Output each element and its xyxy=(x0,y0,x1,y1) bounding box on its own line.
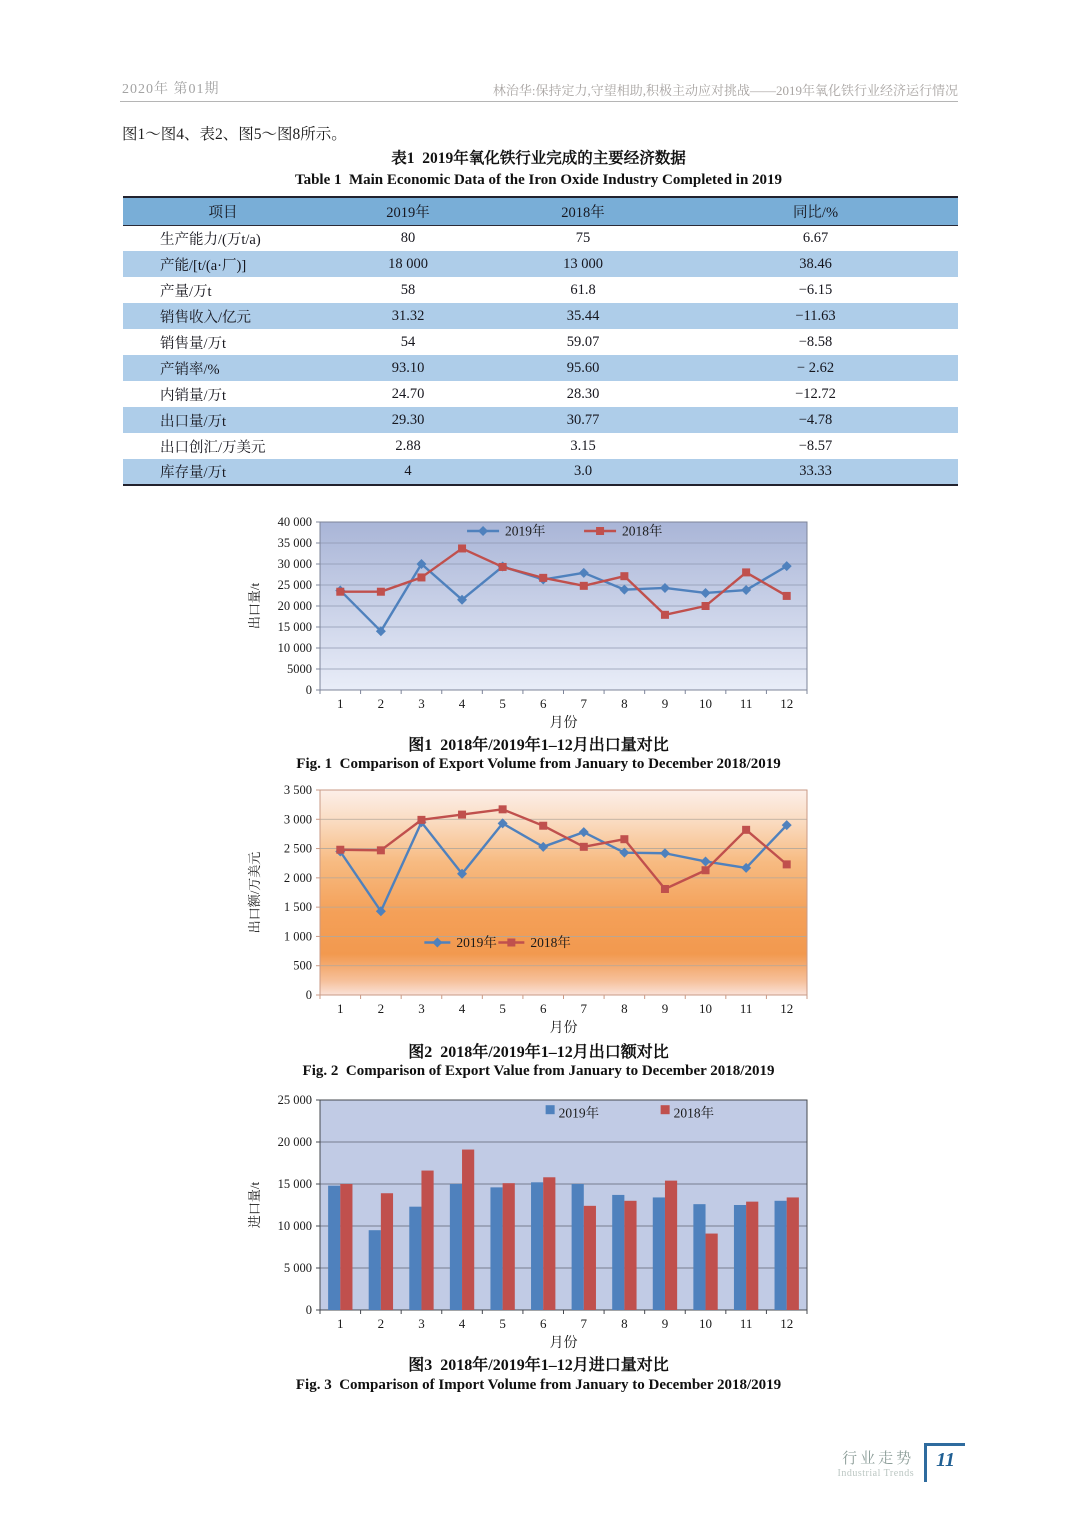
svg-text:0: 0 xyxy=(305,988,312,1002)
footer xyxy=(838,1443,965,1482)
svg-text:1 500: 1 500 xyxy=(283,900,312,915)
table-row xyxy=(123,355,958,381)
fig3-caption-en: Fig. 3 Comparison of Import Volume from January to December 2018/2019 xyxy=(295,1377,782,1393)
table-cell: 内销量/万t xyxy=(160,387,227,404)
svg-text:10: 10 xyxy=(699,696,713,711)
table-cell: 产销率/% xyxy=(123,355,323,381)
table-row xyxy=(123,407,958,433)
svg-text:6: 6 xyxy=(539,1316,547,1331)
svg-text:7: 7 xyxy=(580,696,588,711)
svg-text:3: 3 xyxy=(418,696,425,711)
table-cell: 3.15 xyxy=(570,437,596,454)
svg-text:3: 3 xyxy=(418,1001,425,1016)
table-cell: −8.57 xyxy=(798,437,833,454)
svg-text:0: 0 xyxy=(305,683,312,697)
table-cell: 产能/[t/(a·厂)] xyxy=(123,251,323,277)
header-rule xyxy=(120,101,958,102)
footer-section xyxy=(838,1447,915,1479)
table-row xyxy=(123,329,958,355)
y-axis-title: 出口量/t xyxy=(247,582,262,630)
table-cell: 58 xyxy=(400,281,416,298)
svg-text:25 000: 25 000 xyxy=(277,1093,312,1107)
table-cell: 6.67 xyxy=(802,229,829,246)
svg-text:6: 6 xyxy=(539,696,547,711)
svg-text:5: 5 xyxy=(499,1001,506,1016)
svg-text:10: 10 xyxy=(699,1001,713,1016)
y-axis-labels xyxy=(278,1093,312,1317)
svg-text:9: 9 xyxy=(661,1001,669,1016)
table-cell: 75 xyxy=(575,229,591,246)
svg-text:3 000: 3 000 xyxy=(283,812,312,827)
svg-text:500: 500 xyxy=(293,958,312,973)
svg-text:8: 8 xyxy=(621,1001,628,1016)
table-header-row xyxy=(123,197,958,225)
column-header: 项目 xyxy=(123,197,323,225)
column-header: 2019年 xyxy=(323,197,493,225)
svg-text:12: 12 xyxy=(780,696,794,711)
table-cell: 出口创汇/万美元 xyxy=(160,439,266,456)
table-row xyxy=(123,277,958,303)
header-running-title: 林治华:保持定力,守望相助,积极主动应对挑战——2019年氧化铁行业经济运行情况 xyxy=(492,83,958,98)
svg-text:40 000: 40 000 xyxy=(277,515,312,529)
y-axis-title: 进口量/t xyxy=(247,1181,262,1229)
svg-text:0: 0 xyxy=(305,1303,312,1317)
table-row xyxy=(123,225,958,251)
table-row xyxy=(123,459,958,485)
table-cell: 93.10 xyxy=(323,355,493,381)
svg-text:7: 7 xyxy=(580,1316,588,1331)
svg-text:1 000: 1 000 xyxy=(283,929,312,944)
table-cell: 出口量/万t xyxy=(123,407,323,433)
table-cell: 29.30 xyxy=(323,407,493,433)
svg-text:2 500: 2 500 xyxy=(283,841,312,856)
svg-text:25 000: 25 000 xyxy=(277,578,312,592)
svg-text:8: 8 xyxy=(621,696,628,711)
table-cell: −8.58 xyxy=(798,333,833,350)
header-issue: 2020年 第01期 xyxy=(122,82,220,97)
svg-text:1: 1 xyxy=(337,696,344,711)
svg-text:5: 5 xyxy=(499,1316,506,1331)
svg-text:2019年: 2019年 xyxy=(505,523,546,539)
table-cell: 销售量/万t xyxy=(160,335,227,352)
svg-text:2019年: 2019年 xyxy=(558,1105,600,1121)
svg-text:10 000: 10 000 xyxy=(277,1219,312,1233)
table-row xyxy=(123,433,958,459)
x-axis-labels xyxy=(337,1001,793,1016)
table-cell: 销售收入/亿元 xyxy=(123,303,323,329)
svg-text:5 000: 5 000 xyxy=(283,1261,312,1275)
table-cell: 31.32 xyxy=(323,303,493,329)
column-header: 同比/% xyxy=(673,197,958,225)
table-cell: −4.78 xyxy=(673,407,958,433)
svg-text:15 000: 15 000 xyxy=(277,620,312,634)
svg-text:8: 8 xyxy=(621,1316,628,1331)
svg-text:9: 9 xyxy=(661,1316,669,1331)
svg-text:4: 4 xyxy=(458,1001,466,1016)
table-cell: 13 000 xyxy=(493,251,673,277)
table-cell: 3.0 xyxy=(493,459,673,485)
column-header: 2018年 xyxy=(493,197,673,225)
svg-text:1: 1 xyxy=(337,1316,344,1331)
table-cell: 18 000 xyxy=(323,251,493,277)
table-cell: − 2.62 xyxy=(673,355,958,381)
svg-text:2: 2 xyxy=(377,696,385,711)
svg-text:12: 12 xyxy=(780,1001,794,1016)
table-cell: 24.70 xyxy=(391,385,425,402)
table-cell: −11.63 xyxy=(673,303,958,329)
svg-text:5: 5 xyxy=(499,696,506,711)
svg-text:9: 9 xyxy=(661,696,669,711)
table-row xyxy=(123,251,958,277)
table-cell: 2.88 xyxy=(395,437,421,454)
svg-text:4: 4 xyxy=(458,1316,466,1331)
svg-text:12: 12 xyxy=(780,1316,794,1331)
svg-text:11: 11 xyxy=(739,696,753,711)
svg-text:4: 4 xyxy=(458,696,466,711)
svg-text:2018年: 2018年 xyxy=(622,523,663,539)
svg-text:10 000: 10 000 xyxy=(277,641,312,655)
table1-title-cn: 表1 2019年氧化铁行业完成的主要经济数据 xyxy=(391,150,686,167)
plot-area xyxy=(320,790,807,995)
page-number-bracket xyxy=(924,1443,965,1482)
table-cell: 生产能力/(万t/a) xyxy=(160,231,261,248)
table-cell: 33.33 xyxy=(673,459,958,485)
fig2-caption-cn: 图2 2018年/2019年1–12月出口额对比 xyxy=(408,1044,669,1061)
table-cell: 产量/万t xyxy=(160,283,212,300)
table-cell: 61.8 xyxy=(570,281,596,298)
table-row xyxy=(123,303,958,329)
svg-text:5000: 5000 xyxy=(287,662,312,676)
table-cell: 38.46 xyxy=(673,251,958,277)
y-axis-labels xyxy=(284,783,312,1002)
fig1-caption-en: Fig. 1 Comparison of Export Volume from January to December 2018/2019 xyxy=(296,756,781,772)
svg-text:20 000: 20 000 xyxy=(277,1135,312,1149)
x-axis-title: 月份 xyxy=(549,716,578,731)
table-cell: 80 xyxy=(400,229,416,246)
y-axis-labels xyxy=(278,515,312,697)
svg-text:2019年: 2019年 xyxy=(456,935,497,950)
x-axis-title: 月份 xyxy=(549,1021,578,1036)
svg-text:15 000: 15 000 xyxy=(277,1177,312,1191)
svg-text:3 500: 3 500 xyxy=(283,783,312,797)
svg-text:11: 11 xyxy=(739,1316,753,1331)
table-cell: 库存量/万t xyxy=(123,459,323,485)
table-cell: 35.44 xyxy=(493,303,673,329)
y-axis-title: 出口额/万美元 xyxy=(247,851,262,934)
fig3-caption-cn: 图3 2018年/2019年1–12月进口量对比 xyxy=(408,1357,669,1374)
svg-text:2018年: 2018年 xyxy=(673,1105,715,1121)
table-cell: −12.72 xyxy=(795,385,836,402)
x-axis-labels xyxy=(337,696,793,711)
table-cell: 54 xyxy=(400,333,416,350)
svg-text:1: 1 xyxy=(337,1001,344,1016)
footer-section-cn: 行业走势 xyxy=(842,1451,915,1467)
table-cell: 4 xyxy=(323,459,493,485)
svg-text:2: 2 xyxy=(377,1316,385,1331)
table-cell: 59.07 xyxy=(566,333,600,350)
svg-text:10: 10 xyxy=(699,1316,713,1331)
svg-text:2 000: 2 000 xyxy=(283,870,312,885)
footer-section-en: Industrial Trends xyxy=(837,1468,915,1479)
fig2-caption-en: Fig. 2 Comparison of Export Value from January to December 2018/2019 xyxy=(302,1063,775,1079)
table-row xyxy=(123,381,958,407)
svg-text:3: 3 xyxy=(418,1316,425,1331)
export-volume-chart xyxy=(245,508,825,743)
svg-text:20 000: 20 000 xyxy=(277,599,312,613)
table-cell: 95.60 xyxy=(493,355,673,381)
economic-data-table xyxy=(123,196,958,486)
svg-text:2018年: 2018年 xyxy=(530,935,571,950)
page-number: 11 xyxy=(936,1449,955,1471)
export-value-chart xyxy=(245,778,825,1050)
svg-text:7: 7 xyxy=(580,1001,588,1016)
svg-text:2: 2 xyxy=(377,1001,385,1016)
x-axis-labels xyxy=(337,1316,793,1331)
table-cell: 30.77 xyxy=(493,407,673,433)
svg-text:6: 6 xyxy=(539,1001,547,1016)
intro-paragraph: 图1～图4、表2、图5～图8所示。 xyxy=(122,126,347,143)
x-axis-title: 月份 xyxy=(549,1336,578,1351)
import-volume-chart xyxy=(245,1086,825,1361)
svg-text:11: 11 xyxy=(739,1001,753,1016)
svg-text:35 000: 35 000 xyxy=(277,536,312,550)
table-cell: −6.15 xyxy=(798,281,833,298)
table1-title-en: Table 1 Main Economic Data of the Iron Oxide Industry Completed in 2019 xyxy=(294,172,783,188)
table-cell: 28.30 xyxy=(566,385,600,402)
svg-text:30 000: 30 000 xyxy=(277,557,312,571)
fig1-caption-cn: 图1 2018年/2019年1–12月出口量对比 xyxy=(408,737,669,754)
